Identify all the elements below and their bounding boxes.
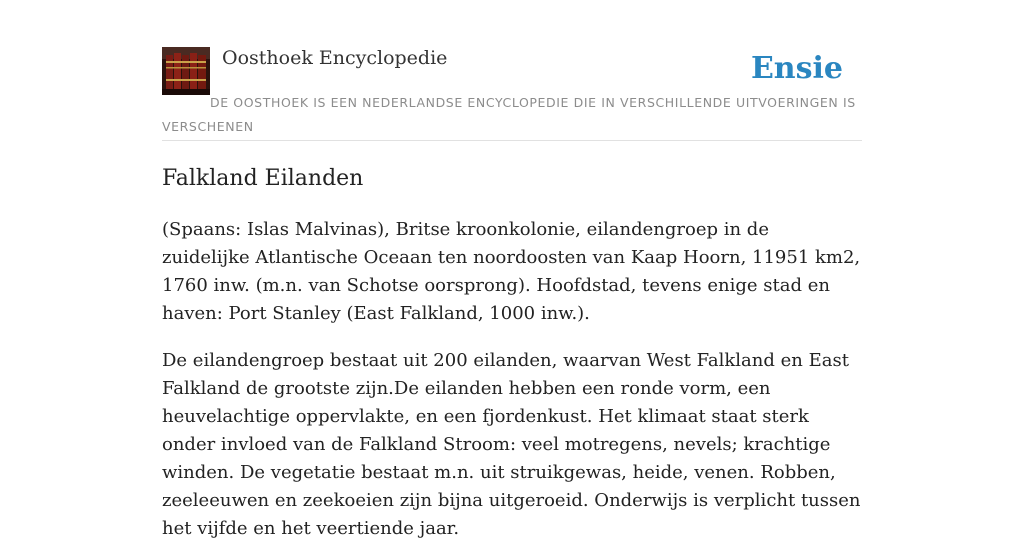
site-title[interactable]: Oosthoek Encyclopedie	[222, 47, 448, 69]
brand-logo[interactable]: Ensie	[750, 51, 843, 86]
site-header	[162, 0, 862, 141]
page	[162, 0, 862, 539]
article-paragraph: De eilandengroep bestaat uit 200 eilanden, waarvan West Falkland en East Falkland de grootste zijn.De eilanden hebben een ronde vorm, een heuvelachtige oppervlakte, en een fjordenkust. Het klimaat staat sterk onder invloed van de Falkland Stroom: veel motregens, nevels; krachtige winden. De vegetatie bestaat m.n. uit struikgewas, heide, venen. Robben, zeeleeuwen en zeekoeien zijn bijna uitgeroeid. Onderwijs is verplicht tussen het vijfde en het veertiende jaar.	[162, 350, 861, 539]
site-tagline: DE OOSTHOEK IS EEN NEDERLANDSE ENCYCLOPEDIE DIE IN VERSCHILLENDE UITVOERINGEN IS VERSCHENEN	[162, 95, 856, 134]
article-title: Falkland Eilanden	[162, 166, 364, 191]
article-paragraph: (Spaans: Islas Malvinas), Britse kroonkolonie, eilandengroep in de zuidelijke Atlantische Oceaan ten noordoosten van Kaap Hoorn, 11951 km2, 1760 inw. (m.n. van Schotse oorsprong). Hoofdstad, tevens enige stad en haven: Port Stanley (East Falkland, 1000 inw.).	[162, 219, 861, 324]
site-avatar[interactable]	[162, 47, 210, 95]
encyclopedia-books-icon	[162, 47, 210, 95]
